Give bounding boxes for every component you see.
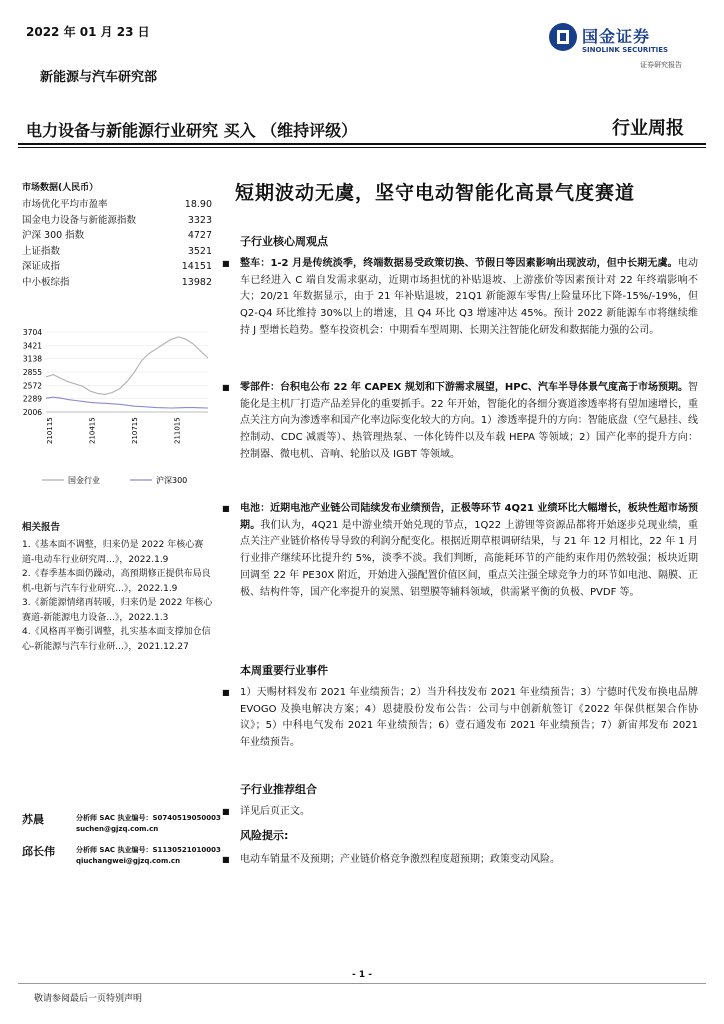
logo-text-en: SINOLINK SECURITIES — [582, 46, 669, 54]
y-tick-label: 2006 — [22, 408, 42, 417]
legend-label: 国金行业 — [68, 476, 100, 485]
market-data-label: 国金电力设备与新能源指数 — [22, 214, 137, 226]
market-data-panel — [22, 180, 212, 290]
page-number: - 1 - — [352, 970, 372, 980]
department-name: 新能源与汽车研究部 — [40, 70, 158, 85]
x-tick-label: 210715 — [131, 417, 140, 444]
header-rule-thin — [18, 147, 706, 148]
analyst-info-1 — [76, 813, 221, 835]
paragraph-portfolio: ■ 详见后页正文。 — [240, 804, 698, 821]
logo-text-cn: 国金证券 — [582, 27, 651, 46]
related-report-item[interactable]: 4.《风格再平衡引调整，扎实基本面支撑加仓信心-新能源与汽车行业研...》，2021.12.27 — [22, 627, 211, 652]
bullet-icon: ■ — [222, 259, 230, 268]
market-data-label: 中小板综指 — [22, 276, 70, 288]
analyst-email[interactable]: qiuchangwei@gjzq.com.cn — [76, 857, 181, 865]
bullet-icon: ■ — [222, 855, 230, 864]
report-title: 电力设备与新能源行业研究 买入 （维持评级） — [26, 121, 358, 140]
market-data-value: 4727 — [187, 230, 212, 241]
related-reports-title: 相关报告 — [22, 522, 61, 533]
related-report-item[interactable]: 2.《春季基本面仍躁动，高預期修正提供布局良机-电新与汽车行业研究...》，2022.1.9 — [22, 569, 211, 594]
logo-mark-icon — [548, 22, 578, 52]
paragraph-events: ■ 1）天赐材料发布 2021 年业绩预告；2）当升科技发布 2021 年业绩预告；3）宁德时代发布换电品牌 EVOGO 及换电解决方案；4）恩捷股份发布公告：公司与中创新航签订《2022 年保供框架合作协议》；5）中科电气发布 2021 年业绩预告；6）壹石通发布 2021 年业绩预告；7）新宙邦发布 2021 年业绩预告。 — [222, 687, 698, 749]
y-tick-label: 3138 — [22, 354, 42, 364]
market-data-value: 3323 — [187, 214, 212, 226]
analyst-name-1: 苏晨 — [22, 813, 44, 826]
related-reports-list — [22, 538, 214, 654]
market-data-row — [22, 228, 212, 244]
market-data-row — [22, 275, 212, 291]
analyst-email[interactable]: suchen@gjzq.com.cn — [76, 825, 159, 833]
analyst-name-2: 邱长伟 — [22, 845, 55, 858]
footer-rule — [18, 983, 706, 984]
y-tick-label: 2572 — [22, 381, 42, 391]
company-logo — [548, 22, 698, 70]
market-data-value: 13982 — [181, 276, 212, 288]
legend-label: 沪深300 — [156, 476, 188, 485]
x-tick-label: 210415 — [88, 417, 97, 444]
market-data-title: 市场数据(人民币） — [22, 183, 99, 193]
market-data-row — [22, 259, 212, 275]
main-title: 短期波动无虞，坚守电动智能化高景气度赛道 — [235, 182, 636, 204]
y-tick-label: 2855 — [22, 368, 42, 377]
market-data-value: 3521 — [187, 245, 212, 257]
market-data-row — [22, 213, 212, 229]
market-data-label: 沪深 300 指数 — [22, 230, 85, 241]
related-report-item[interactable]: 1.《基本面不调整，归来仍是 2022 年核心赛道-电动车行业研究周...》，2022.1.9 — [22, 540, 204, 565]
market-data-row — [22, 197, 212, 213]
bullet-icon: ■ — [222, 504, 230, 513]
y-tick-label: 3704 — [22, 328, 42, 337]
market-data-label: 市场优化平均市盈率 — [22, 199, 108, 210]
bullet-icon: ■ — [222, 383, 230, 392]
market-data-value: 14151 — [181, 261, 212, 272]
analyst-info-2 — [76, 845, 221, 867]
section-heading: 本周重要行业事件 — [240, 664, 328, 677]
section-heading: 子行业核心周观点 — [240, 235, 328, 248]
section-heading: 风险提示: — [240, 829, 289, 842]
x-tick-label: 211015 — [173, 417, 182, 444]
footer-disclaimer: 敬请参阅最后一页特别声明 — [34, 994, 143, 1004]
paragraph-components: ■ 零部件：台积电公布 22 年 CAPEX 规划和下游需求展望，HPC、汽车半导体景气度高于市场预期。智能化是主机厂打造产品差异化的重要抓手。22 年开始，智能化的各细分赛道渗透率将有望加速增长，重点关注方向为渗透率和国产化率边际变化较大的方向。1）渗透率提升的方向：智能底盘（空气悬挂、线控制动、CDC 减震等）、热管理热泵、一体化铸件以及车载 HEPA 等领域；2）国产化率的提升方向：控制器、微电机、音响、轮胎以及 IGBT 等领域。 — [222, 382, 698, 460]
y-tick-label: 2289 — [22, 394, 42, 404]
paragraph-risk: ■ 电动车销量不及预期；产业链价格竞争激烈程度超预期；政策变动风险。 — [240, 852, 698, 869]
logo-subtitle: 证券研究报告 — [640, 61, 682, 69]
market-data-label: 上证指数 — [22, 245, 61, 257]
section-heading: 子行业推荐组合 — [240, 783, 317, 796]
report-date: 2022 年 01 月 23 日 — [26, 25, 150, 39]
related-report-item[interactable]: 3.《新能源情绪再转暖，归来仍是 2022 年核心赛道-新能源电力设备...》，2022.1.3 — [22, 598, 213, 623]
market-data-value: 18.90 — [184, 199, 212, 210]
market-data-row — [22, 244, 212, 260]
y-tick-label: 3421 — [22, 341, 42, 351]
market-data-label: 深证成指 — [22, 261, 61, 272]
analyst-cert: 分析师 SAC 执业编号：S1130521010003 — [76, 846, 221, 854]
paragraph-battery: ■ 电池：近期电池产业链公司陆续发布业绩预告，正极等环节 4Q21 业绩环比大幅增长，板块性超市场预期。我们认为，4Q21 是中游业绩开始兑现的节点，1Q22 上游锂等资源品都将开始逐步兑现业绩，重点关注产业链价格传导导致的利润分配变化。根据近期草根调研结果，与 21 年 12 月相比，22 年 1 月行业排产继续环比提升约 5%，淡季不淡。我们判断，高能耗环节的产能約束作用仍然较强；板块近期回调至 22 年 PE30X 附近，开始进入强配置价值区间，重点关注强全球竞争力的环节如电池、隔膜、正极、结构件等，国产化率提升的炭黑、铝塑膜等辅料领域，供需紧平衡的负极、PVDF 等。 — [222, 503, 698, 598]
report-type: 行业周报 — [612, 118, 684, 139]
index-chart — [20, 324, 220, 494]
paragraph-vehicle: ■ 整车：1-2 月是传统淡季，终端数据易受政策切换、节假日等因素影响出现波动，但中长期无虞。电动车已经进入 C 端自发需求驱动，近期市场担忧的补贴退坡、上游涨价等因素预计对 22 年终端影响不大；20/21 年数据显示，由于 21 年补贴退坡，21Q1 新能源车零售/上险量环比下降-15%/-19%，但 Q2-Q4 环比维持 30%以上的增速，且 Q4 环比 Q3 增速冲达 45%。预计 2022 新能源车市将继续维持 J 型增长趋势。整车投资机会：中期看车型周期、长期关注智能化研发和数据能力强的公司。 — [222, 258, 698, 336]
x-tick-label: 210115 — [46, 417, 54, 444]
header-rule — [18, 143, 706, 145]
bullet-icon: ■ — [222, 807, 230, 816]
analyst-cert: 分析师 SAC 执业编号：S0740519050003 — [76, 814, 221, 822]
bullet-icon: ■ — [222, 688, 230, 697]
